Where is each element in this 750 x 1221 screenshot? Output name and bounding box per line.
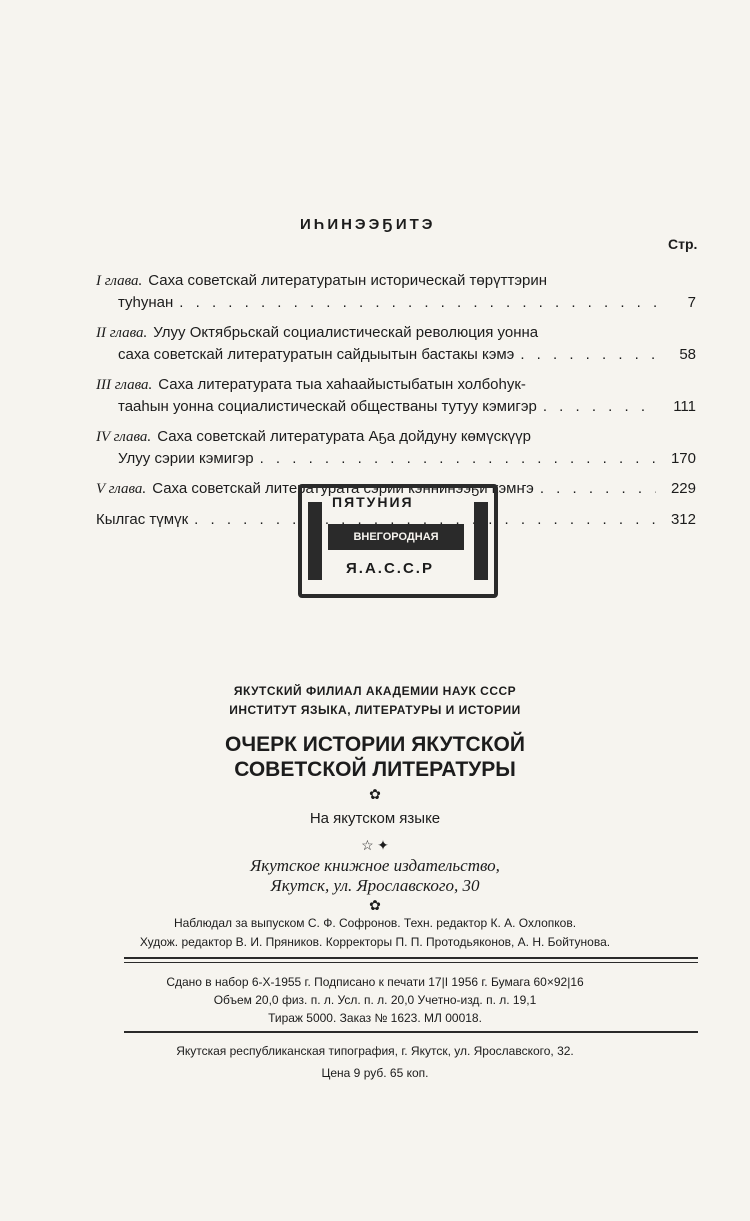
print-details-2: Объем 20,0 физ. п. л. Усл. п. л. 20,0 Учетно-изд. п. л. 19,1 xyxy=(213,993,537,1007)
library-stamp xyxy=(298,484,498,598)
toc-entry xyxy=(96,322,696,365)
chapter-title: Улуу Октябрьскай социалистическай революция уонна xyxy=(153,324,539,341)
divider xyxy=(124,962,698,963)
chapter-title-cont: туһунан xyxy=(118,294,174,311)
chapter-title-cont: саха советскай литературатын сайдыытын бастакы кэмэ xyxy=(118,346,515,363)
book-title-line-1: ОЧЕРК ИСТОРИИ ЯКУТСКОЙ xyxy=(225,733,525,756)
divider xyxy=(124,957,698,959)
ornament-icon: ☆ ✦ xyxy=(361,839,389,854)
institution-line-2: ИНСТИТУТ ЯЗЫКА, ЛИТЕРАТУРЫ И ИСТОРИИ xyxy=(229,703,521,717)
chapter-label: I глава. xyxy=(96,273,143,289)
staff-credits-1: Наблюдал за выпуском С. Ф. Софронов. Техн. редактор К. А. Охлопков. xyxy=(173,916,577,930)
page-number: 312 xyxy=(670,511,696,528)
printer-info: Якутская республиканская типография, г. Якутск, ул. Ярославского, 32. xyxy=(176,1044,574,1058)
chapter-label: V глава. xyxy=(96,481,147,497)
chapter-label: IV глава. xyxy=(96,429,152,445)
page-number: 170 xyxy=(670,450,696,467)
chapter-label: II глава. xyxy=(96,325,148,341)
chapter-title: Саха литературата тыа хаһаайыстыбатын холбоһук- xyxy=(158,376,526,393)
ornament-icon: ✿ xyxy=(369,788,381,803)
toc-entry xyxy=(96,270,696,313)
ornament-icon: ✿ xyxy=(369,899,381,914)
page-column-label: Стр. xyxy=(668,236,698,252)
divider xyxy=(124,1031,698,1033)
page-number: 7 xyxy=(687,294,696,311)
print-details-1: Сдано в набор 6-X-1955 г. Подписано к печати 17|I 1956 г. Бумага 60×92|16 xyxy=(166,975,584,989)
stamp-middle-text: ВНЕГОРОДНАЯ xyxy=(328,524,464,550)
stamp-bottom-text: Я.А.С.С.Р xyxy=(346,560,434,577)
page-number: 229 xyxy=(670,480,696,497)
toc-entry xyxy=(96,374,696,417)
page-number: 111 xyxy=(673,398,696,415)
conclusion-title: Кылгас түмүк xyxy=(96,511,189,528)
chapter-title-cont: Улуу сэрии кэмигэр xyxy=(118,450,254,467)
language-note: На якутском языке xyxy=(309,810,441,827)
staff-credits-2: Худож. редактор В. И. Пряников. Корректоры П. П. Протодьяконов, А. Н. Бойтунова. xyxy=(139,935,611,949)
toc-entry xyxy=(96,426,696,469)
stamp-top-text: ПЯТУНИЯ xyxy=(332,494,414,510)
publisher-name: Якутское книжное издательство, xyxy=(250,856,500,875)
chapter-label: III глава. xyxy=(96,377,153,393)
stamp-side-left xyxy=(308,502,322,580)
toc-title: ИҺИНЭЭҔИТЭ xyxy=(300,216,436,233)
stamp-side-right xyxy=(474,502,488,580)
chapter-title-cont: тааһын уонна социалистическай обществаны тутуу кэмигэр xyxy=(118,398,537,415)
print-details-3: Тираж 5000. Заказ № 1623. МЛ 00018. xyxy=(268,1011,482,1025)
chapter-title: Саха советскай литературатын историческай төрүттэрин xyxy=(148,272,548,289)
chapter-title: Саха советскай литературата Аҕа дойдуну көмүскүүр xyxy=(157,428,532,445)
book-title-line-2: СОВЕТСКОЙ ЛИТЕРАТУРЫ xyxy=(234,758,516,781)
publisher-address: Якутск, ул. Ярославского, 30 xyxy=(270,876,480,895)
institution-line-1: ЯКУТСКИЙ ФИЛИАЛ АКАДЕМИИ НАУК СССР xyxy=(233,684,517,698)
price: Цена 9 руб. 65 коп. xyxy=(321,1066,429,1080)
chapter-title: Саха советскай литературата сэрии кэннинээҕи кэмҥэ xyxy=(152,480,534,497)
page-number: 58 xyxy=(679,346,696,363)
